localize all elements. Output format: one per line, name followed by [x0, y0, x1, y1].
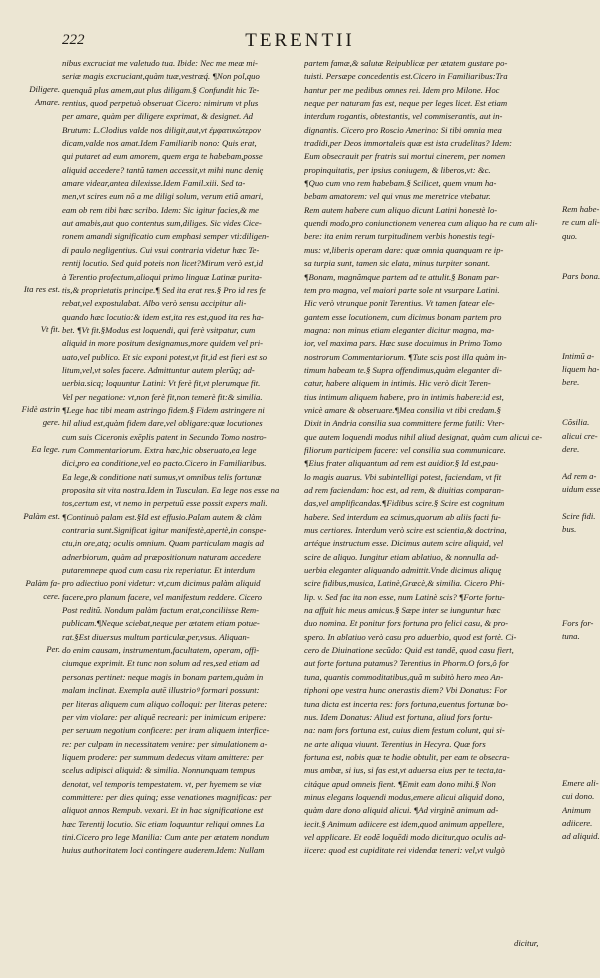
running-title: TERENTII: [245, 30, 355, 51]
margin-gloss: Ita res est.: [23, 283, 60, 294]
text-line: gantem esse locutionem, cum dicimus bonam partem pro: [304, 311, 502, 322]
text-line: timum habeam te.§ Supra offendimus,quàm eleganter di-: [304, 364, 502, 375]
text-line: ctu,in ore,atq; oculis omnium. Quam particulam magis ad: [62, 538, 264, 549]
text-line: quàm dare dono aliquid alicui. ¶Ad virginẽ animum ad-: [304, 805, 499, 816]
text-line: lip. v. Sed fac ita non esse, num Latinè scis? ¶Forte fortu-: [304, 591, 505, 602]
text-line: propinquitatis, per ipsius coniugem, & liberos,vt: &c.: [304, 164, 491, 175]
text-line: mus ambæ, si ius, si fas est,vt aduersa eius per te tecta,ta-: [304, 765, 506, 776]
text-line: putaremnepe quod cum casu rix reperiatur. Et interdum: [62, 565, 256, 576]
margin-gloss: ad aliquid.: [562, 831, 600, 842]
text-line: vel applicare. Et eodẽ loquēdi modo dicitur,quo oculis ad-: [304, 831, 506, 842]
text-line: nibus excruciat me valetudo tua. Ibide: Nec me meæ mi-: [62, 58, 258, 68]
left-text-column: [62, 57, 294, 858]
margin-gloss: dere.: [562, 444, 580, 455]
text-line: catur, habere aliquem in intimis. Hic verò dicit Teren-: [304, 378, 491, 389]
text-line: ¶Eius frater aliquantum ad rem est auidior.§ Id est,pau-: [304, 458, 499, 469]
text-line: partem famæ,& salutæ Reipublicæ per ætatem gustare po-: [304, 58, 508, 68]
margin-gloss: Ad rem a-: [562, 470, 597, 481]
text-line: ¶Quo cum vno rem habebam.§ Scilicet, quem vnum ha-: [304, 178, 497, 189]
text-line: huius authoritatem loci contingere auderem.Idem: Nullam: [62, 845, 265, 856]
text-line: fortuna est, nobis quæ te hodie obtulit, per eam te obsecra-: [304, 751, 510, 762]
text-line: interdum rogantis, obtestantis, vel commiserantis, aut in-: [304, 111, 503, 122]
text-line: habere. Sed interdum ea scimus,quorum ab aliis facti fu-: [304, 511, 501, 522]
text-line: tiphoni ope vestra hunc onerastis diem? Vbi Donatus: For: [304, 685, 508, 696]
text-line: sa turpia sunt, tamen sic elata, minus turpiter sonant.: [304, 258, 491, 269]
text-line: quando hæc locutio:& idem est,ita res est,quod ita res ha-: [62, 311, 264, 322]
text-line: qui putaret ad eum amorem, quem erga te habebam,posse: [62, 151, 263, 162]
text-line: committere: per dies quinq; esse venationes magnificas: per: [62, 791, 272, 802]
margin-gloss: Ea lege.: [31, 444, 60, 455]
text-line: aliquid accedere? tantũ tamen accessit,vt mihi nunc denię: [62, 164, 264, 175]
text-line: scelus adipisci aliquid: & similia. Nonnunquam tempus: [62, 765, 256, 776]
text-line: nostrorum Commentariorum. ¶Tute scis post illa quàm in-: [304, 351, 507, 362]
text-line: tuisti. Persæpe concedentis est.Cicero in Familiaribus:Tra: [304, 71, 508, 82]
text-line: mus certiores. Interdum verò scire est scientia,& doctrina,: [304, 525, 507, 536]
text-line: minus elegans loquendi modus,emere alicui aliquid dono,: [304, 791, 505, 802]
text-line: Vel per negatione: vt,non ferè fit,non temerè fit:& similia.: [62, 391, 263, 402]
text-line: ad rem faciendam: hoc est, ad rem, & diuitias comparan-: [304, 485, 504, 495]
text-line: quendi modo,pro coniunctionem venerea cum aliquo ha re cum ali-: [304, 218, 538, 229]
margin-gloss: tuna.: [562, 631, 580, 642]
text-line: ronem amandi significatio cum emphasi semper vti:diligen-: [62, 231, 270, 242]
text-line: Ea lege,& conditione nati sumus,vt omnibus telis fortunæ: [62, 471, 262, 482]
margin-gloss: Intimũ a-: [562, 350, 595, 361]
text-line: scire fidibus,musica, Latinè,Græcè,& similia. Cicero Phi-: [304, 578, 505, 589]
margin-gloss: Emere ali-: [562, 777, 599, 788]
text-line: uerbia eleganter aliquando admittit.Vnde dicimus aliquę: [304, 565, 502, 576]
text-line: tem pro magna, vel maiori parte sole nt vsurpare Latini.: [304, 284, 500, 295]
margin-gloss: cere.: [43, 591, 60, 601]
text-line: duo nomina. Et ponitur fors fortuna pro felici casu, & pro-: [304, 618, 508, 629]
margin-gloss: adiicere.: [562, 817, 593, 828]
text-line: das,vel amplificandas.¶Fidibus scire.§ Scire est cognitum: [304, 498, 505, 509]
text-line: Brutum: L.Clodius valde nos diligit,aut,vt ἐμφατικώτερον: [62, 124, 262, 135]
text-line: filiorum participem facere: vel consilia sua communicare.: [304, 444, 506, 455]
page-header: [0, 32, 600, 56]
text-line: cum suis Ciceronis exēplis patent in Secundo Tomo nostro-: [62, 431, 267, 442]
text-line: rum Commentariorum. Extra hæc,hic obseruato,ea lege: [62, 444, 257, 455]
text-line: cero de Diuinatione secũdo: Quid est tandẽ, quod casu fiert,: [304, 645, 514, 656]
text-line: ciumque exprimit. Et tunc non solum ad res,sed etiam ad: [62, 658, 260, 669]
margin-gloss: Vt fit.: [40, 324, 60, 334]
text-line: ior, vel maxima pars. Hæc suse docuimus in Primo Tomo: [304, 338, 502, 349]
text-line: scire de aliquo. Iungitur etiam ablatiuo, & nonnulla ad-: [304, 551, 499, 562]
text-line: aut amabis,aut quo contentus sum,diliges. Sic vides Cice-: [62, 218, 262, 229]
text-line: malam inclinat. Exempla autē illustrioꝰ formari possunt:: [62, 685, 260, 696]
text-line: seriæ magis excruciant,quàm tuæ,vestræq́. ¶Non pol,quo: [62, 71, 260, 82]
text-line: hantur per me pedibus omnes rei. Idem pro Milone. Hoc: [304, 84, 500, 95]
text-line: pro adiectiuo poni videtur: vt,cum dicimus palàm aliquid: [62, 578, 261, 589]
text-line: tini.Cicero pro lege Manilia: Cum ante per ætatem nondum: [62, 831, 270, 842]
text-line: tuna dicta est incerta res: fors fortuna,euentus fortunæ bo-: [304, 698, 509, 709]
text-line: amare videar,antea dilexisse.Idem Famil.xiii. Sed ta-: [62, 178, 246, 189]
text-line: Eum obsecrauit per fratris sui mortui cinerem, per nomen: [304, 151, 506, 162]
text-line: artéque instructum esse. Dicimus autem scire aliquid, vel: [304, 538, 504, 549]
text-line: bere: ita enim rerum turpitudinem verbis honestis tegi-: [304, 231, 495, 242]
text-line: rentij locutio. Sed quid poteis non licet?Mirum verò est,id: [62, 258, 263, 269]
text-line: tos,certum est, vt nemo in perpetuũ esse possit expers mali.: [62, 498, 268, 509]
text-line: rat.§Est diuersus multum particulæ,per,vsus. Aliquan-: [62, 631, 250, 642]
text-line: na affuit hic meus amicus.§ Sæpe inter se iunguntur hæc: [304, 605, 501, 616]
text-line: à Terentio profectum,alioqui primo linguæ Latinæ purita-: [62, 271, 263, 282]
right-text-column: [304, 57, 560, 858]
text-line: nus. Idem Donatus: Aliud est fortuna, aliud fors fortu-: [304, 711, 493, 722]
text-line: per amare, quàm per diligere exprimat, & designet. Ad: [62, 111, 254, 122]
text-line: liquem prodere: per summum dedecus vitam amittere: per: [62, 751, 264, 762]
margin-gloss: cui dono.: [562, 791, 595, 802]
text-line: proposita sit vita nostra.Idem in Tusculan. Ea lege nos esse na: [62, 485, 280, 495]
text-line: Hic verò vtrunque ponit Terentius. Vt tamen fatear ele-: [304, 298, 495, 309]
text-line: per literas aliquem cum aliquo colloqui: per literas petere:: [62, 698, 268, 709]
text-line: hil aliud est,quàm fidem dare,vel obligare:quæ locutiones: [62, 418, 263, 429]
text-line: magna: non minus etiam eleganter dicitur magna, ma-: [304, 324, 495, 335]
text-line: rentius, quod perpetuò obseruat Cicero: nimirum vt plus: [62, 98, 259, 109]
text-line: bebam amatorem: vel qui vnus me meretrice vtebatur.: [304, 191, 491, 202]
text-line: iicere: quod est cupiditate rei videndæ teneri: vel,vt vulgò: [304, 845, 505, 856]
text-line: Rem autem habere cum aliquo dicunt Latini honestè lo-: [304, 204, 498, 215]
text-line: eam ob rem tibi hæc scribo. Idem: Sic igitur facies,& me: [62, 204, 260, 215]
text-line: litum,vel,vt soles facere. Admittuntur autem plerũq; ad-: [62, 364, 255, 375]
margin-gloss: liquem ha-: [562, 364, 600, 375]
text-line: uerbia.sicq; loquuntur Latini: Vt ferè fit,vt plerumque fit.: [62, 378, 261, 389]
margin-gloss: Diligere.: [29, 83, 60, 94]
text-line: neque per naturam fas est, neque per leges licet. Est etiam: [304, 98, 508, 109]
margin-gloss: bere.: [562, 377, 580, 388]
margin-gloss: Palàm est.: [23, 510, 60, 521]
text-line: ¶Bonam, magnãmque partem ad te attulit.§ Bonam par-: [304, 271, 500, 282]
text-line: contraria sunt.Significat igitur manifestè,apertè,in conspe-: [62, 525, 267, 536]
text-line: aliquot annos Rempub. vexari. Et in hac significatione est: [62, 805, 264, 816]
text-line: vnicè amare & obseruare.¶Mea consilia vt tibi credam.§: [304, 404, 501, 415]
text-line: per seruum negotium conficere: per iram aliquem interfice-: [62, 725, 270, 736]
margin-gloss: gere.: [42, 417, 60, 428]
text-line: dicam,valde nos amat.Idem Familiarib nono: Quis erat,: [62, 138, 257, 149]
margin-gloss: Amare.: [34, 97, 60, 108]
page-number: 222: [62, 32, 85, 48]
text-line: aut forte fortuna putamus? Terentius in Phorm.O fors,ô for: [304, 658, 509, 669]
text-line: ¶Lege hac tibi meam astringo fidem.§ Fidem astringere ni: [62, 404, 265, 415]
margin-gloss: bus.: [562, 524, 577, 535]
text-line: Dixit in Andria consilia sua committere ferme futili: Vter-: [304, 418, 505, 429]
text-line: uato,vel publico. Et sic exponi potest,vt fit,id est fieri est so: [62, 351, 268, 362]
text-line: tius intimum aliquem habere, pro in intimis habere:id est,: [304, 391, 504, 402]
margin-gloss: alicui cre-: [562, 430, 598, 441]
text-line: personas pertinet: neque magis in bonam partem,quàm in: [62, 671, 264, 682]
text-line: mus: vt,liberis operam dare: quæ omnia quanquam re ip-: [304, 244, 504, 255]
text-line: publicam.¶Neque sciebat,neque per ætatem etiam potue-: [62, 618, 260, 629]
text-line: dignantis. Cicero pro Roscio Amerino: Si tibi omnia mea: [304, 124, 502, 135]
text-line: lo magis auarus. Vbi subintelligi potest, faciendam, vt fit: [304, 471, 502, 482]
text-line: di paulo negligentius. Cui vsui contraria videtur hæc Te-: [62, 244, 260, 255]
margin-gloss: Scire fidi.: [562, 510, 596, 521]
text-line: iecit.§ Animum adiicere est idem,quod animum appellere,: [304, 818, 505, 829]
text-line: Post reditũ. Nondum palàm factum erat,conciliisse Rem-: [62, 605, 260, 616]
margin-gloss: quo.: [562, 230, 578, 241]
margin-gloss: Fidè astrin: [21, 404, 60, 415]
text-line: bet. ¶Vt fit.§Modus est loquendi, qui ferè vsitpatur, cum: [62, 324, 256, 335]
text-line: do enim causam, instrumentum,facultatem, operam, offi-: [62, 645, 260, 656]
text-line: spero. In ablatiuo verò casu pro aduerbio, quod est fortè. Ci-: [304, 631, 517, 642]
margin-gloss: Cõsilia.: [562, 417, 590, 428]
text-line: ne arte aliqua viuunt. Terentius in Hecyra. Quæ fors: [304, 738, 486, 749]
margin-gloss: Rem habe-: [562, 203, 600, 214]
text-line: tis,& proprietatis principe.¶ Sed ita erat res.§ Pro id res fe: [62, 284, 266, 295]
margin-gloss: Fors for-: [562, 617, 594, 628]
text-line: dici,pro ea conditione,vel eo pacto.Cicero in Familiaribus.: [62, 458, 267, 469]
text-line: adnerbiorum, quàm ad præpositionum naturam accedere: [62, 551, 261, 562]
margin-gloss: re cum ali-: [562, 217, 600, 228]
text-line: na: nam fors fortuna est, cuius diem festum colunt, qui si-: [304, 725, 505, 736]
text-line: aliquid in more positum designamus,more quidem vel pri-: [62, 338, 264, 349]
text-line: citáque apud omneis fient. ¶Emit eam dono mihi.§ Non: [304, 778, 496, 789]
margin-gloss: Pars bona.: [562, 270, 600, 281]
text-line: que autem loquendi modus nihil aliud designat, quàm cum alicui ce-: [304, 431, 543, 442]
margin-gloss: uidum esse: [562, 484, 600, 495]
text-line: tradidi,per Deos immortaleis quæ est ista crudelitas? Idem:: [304, 138, 513, 149]
margin-gloss: Per.: [46, 644, 60, 655]
text-line: rebat,vel expostulabat. Albo verò sensu accipitur ali-: [62, 298, 247, 309]
text-line: denotat, vel temporis tempestatem. vt, per hyemem se viæ: [62, 778, 262, 789]
text-line: per vim violare: per aliquẽ recreari: per inimicum eripere:: [62, 711, 267, 722]
text-line: tuna, quantis commoditatibus,quã m subitò hero meo An-: [304, 671, 504, 682]
margin-gloss: Palàm fa-: [25, 577, 60, 588]
margin-gloss: Animum: [562, 804, 591, 815]
text-line: facere,pro planum facere, vel manifestum reddere. Cicero: [62, 591, 262, 602]
text-line: men,vt scires eum nõ a me diligi solum, verum etiã amari,: [62, 191, 264, 202]
text-line: re: per culpam in necessitatem venire: per simulationem a-: [62, 738, 268, 749]
text-line: ¶Continuò palam est.§Id est effusio.Palam autem & clàm: [62, 511, 262, 522]
text-line: hæc Terentij locutio. Sic etiam loquuntur reliqui omnes La: [62, 818, 265, 829]
text-line: quenquã plus amem,aut plus diligam.§ Confundit hic Te-: [62, 84, 260, 95]
catchword: dicitur,: [514, 938, 539, 948]
